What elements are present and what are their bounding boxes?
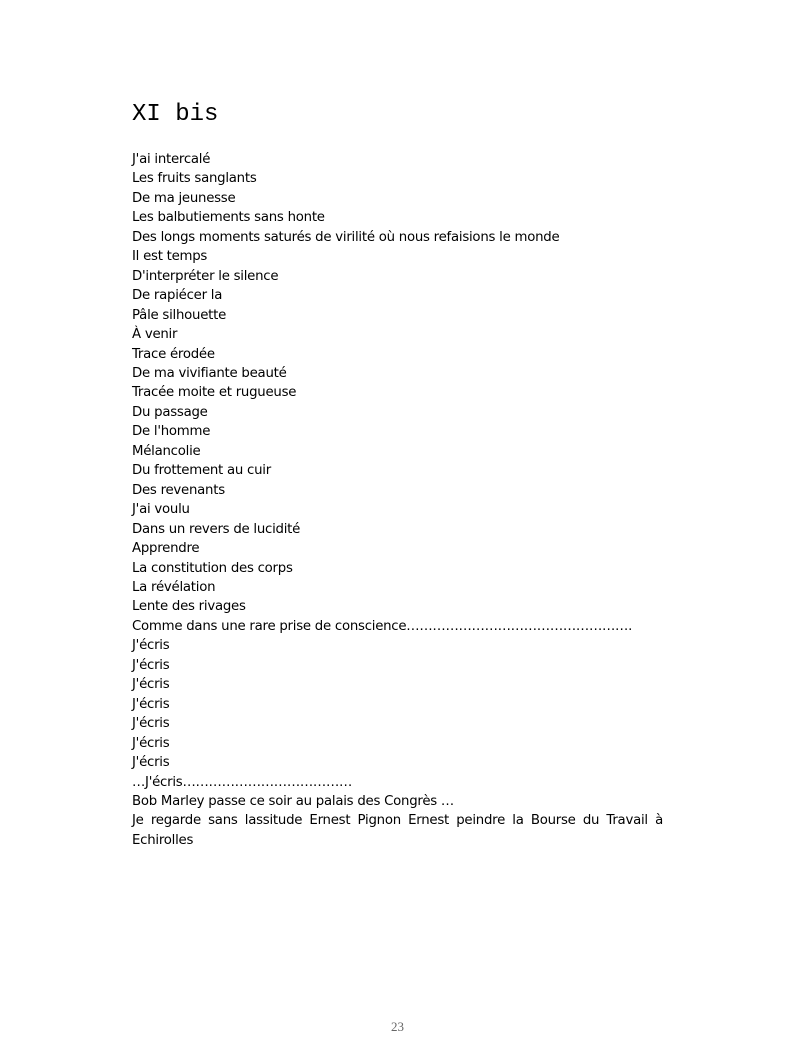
poem-line: Bob Marley passe ce soir au palais des Congrès … bbox=[132, 793, 454, 809]
poem-line: La révélation bbox=[132, 579, 216, 595]
poem-line: Des revenants bbox=[132, 482, 225, 498]
poem-line: Des longs moments saturés de virilité où nous refaisions le monde bbox=[132, 229, 560, 245]
poem-line: Les fruits sanglants bbox=[132, 171, 257, 187]
poem-line: J'écris bbox=[132, 696, 170, 712]
poem-line: Lente des rivages bbox=[132, 599, 246, 615]
poem-line: J'écris bbox=[132, 735, 170, 751]
poem-line: J'écris bbox=[132, 657, 170, 673]
poem-line: Tracée moite et rugueuse bbox=[132, 385, 297, 401]
poem-line: Apprendre bbox=[132, 541, 200, 557]
poem-line: De ma vivifiante beauté bbox=[132, 365, 287, 381]
poem-line: Dans un revers de lucidité bbox=[132, 521, 301, 537]
poem-body bbox=[132, 150, 663, 850]
poem-line: Mélancolie bbox=[132, 443, 201, 459]
poem-line: Du passage bbox=[132, 404, 208, 420]
poem-line: …J'écris………………………………… bbox=[132, 774, 353, 790]
poem-line: Pâle silhouette bbox=[132, 307, 227, 323]
poem-line: Du frottement au cuir bbox=[132, 463, 271, 479]
poem-line: De l'homme bbox=[132, 424, 211, 440]
poem-line: J'ai intercalé bbox=[132, 152, 211, 167]
poem-line: Comme dans une rare prise de conscience……………………………………………. bbox=[132, 618, 633, 634]
poem-line: Je regarde sans lassitude Ernest Pignon Ernest peindre la Bourse du Travail à Echirolles bbox=[132, 813, 663, 848]
poem-line: La constitution des corps bbox=[132, 560, 293, 576]
poem-line: J'ai voulu bbox=[132, 502, 190, 518]
poem-line: J'écris bbox=[132, 755, 170, 771]
poem-line: D'interpréter le silence bbox=[132, 268, 279, 284]
poem-line: J'écris bbox=[132, 638, 170, 654]
poem-line: J'écris bbox=[132, 677, 170, 693]
poem-line: Trace érodée bbox=[132, 346, 215, 362]
poem-line: Les balbutiements sans honte bbox=[132, 210, 325, 226]
page-number: 23 bbox=[391, 1019, 404, 1034]
poem-line: Il est temps bbox=[132, 249, 208, 265]
poem-line: À venir bbox=[132, 327, 178, 343]
poem-line: J'écris bbox=[132, 716, 170, 732]
poem-title: XI bis bbox=[132, 101, 219, 128]
poem-line: De rapiécer la bbox=[132, 288, 223, 304]
poem-line: De ma jeunesse bbox=[132, 190, 236, 206]
